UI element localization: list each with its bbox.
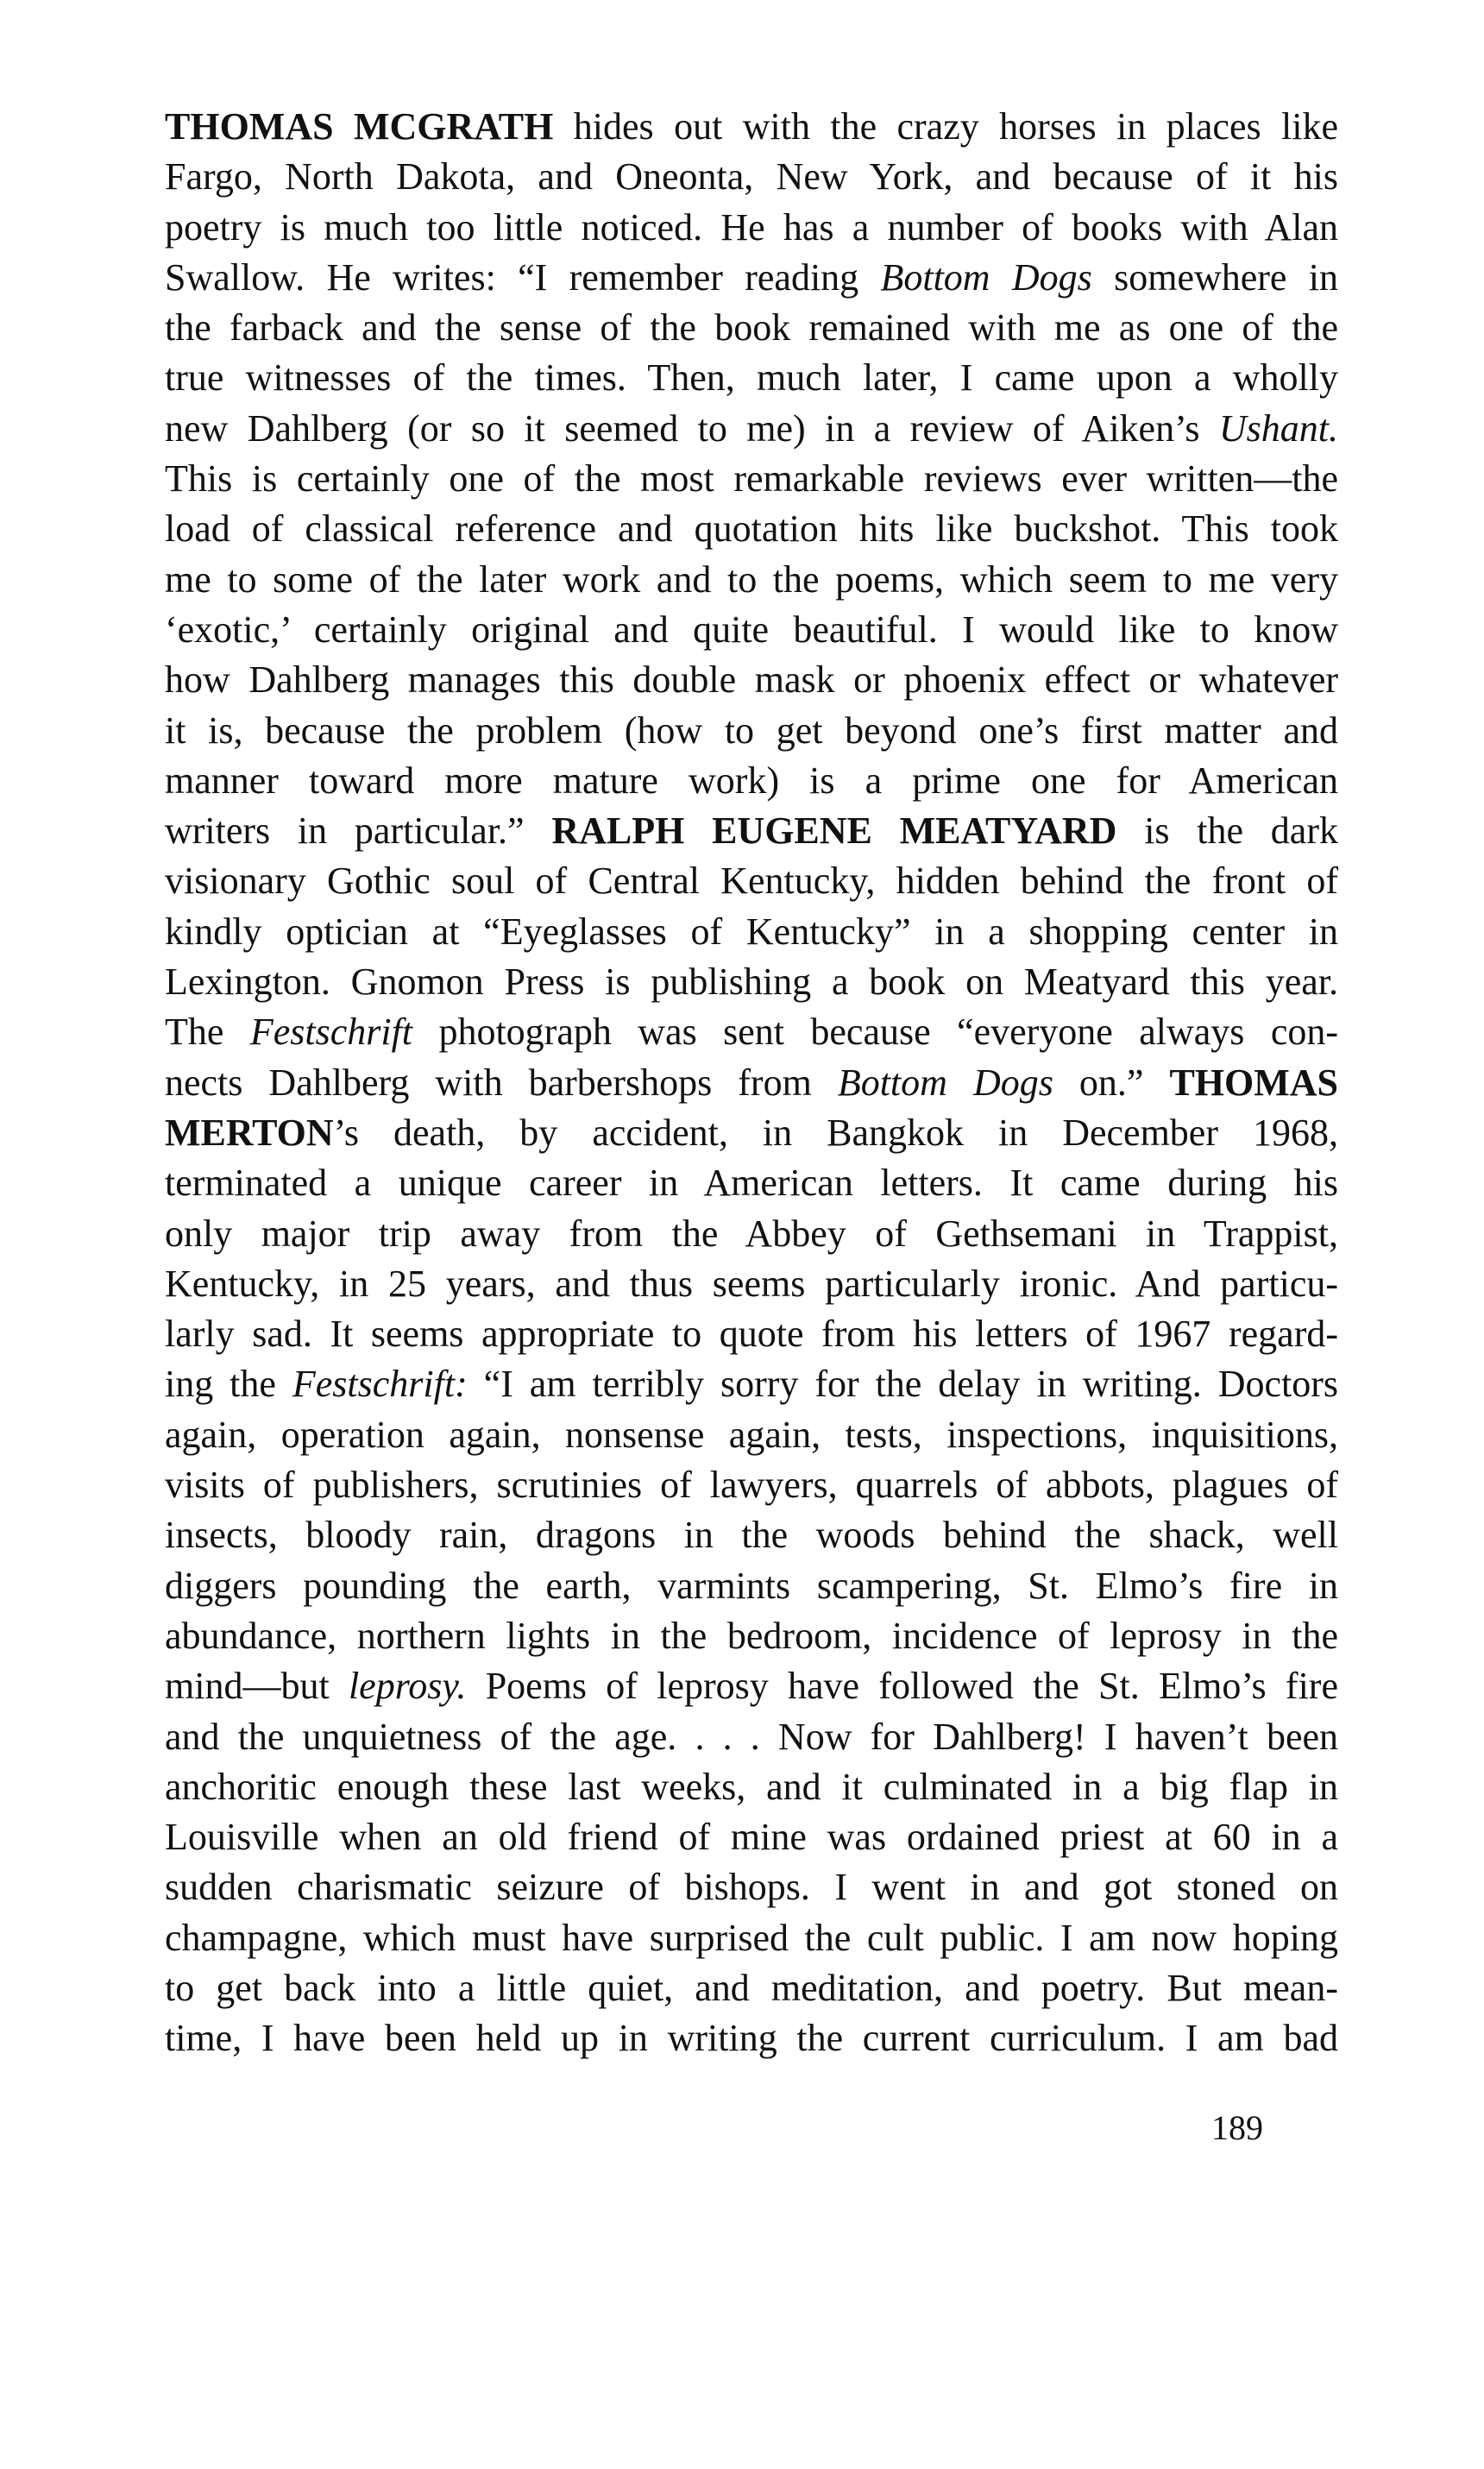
text-run: it is, because the problem (how to get beyond one’s first matter and [165, 709, 1338, 752]
text-run: somewhere in [1091, 255, 1338, 299]
italic-text: Bottom Dogs [880, 255, 1092, 299]
text-run: photograph was sent because “everyone always con- [412, 1011, 1338, 1054]
text-run: Swallow. He writes: “I remember reading [165, 255, 881, 299]
text-line [165, 2013, 1338, 2063]
text-run: is the dark [1116, 809, 1338, 853]
text-line [165, 1259, 1338, 1309]
text-line [165, 1309, 1338, 1359]
text-run: only major trip away from the Abbey of Gethsemani in Trappist, [165, 1212, 1338, 1255]
text-line [165, 1862, 1338, 1912]
text-line [165, 253, 1338, 303]
body-text [165, 102, 1338, 2064]
text-line [165, 1158, 1338, 1208]
text-run: The [165, 1011, 250, 1054]
text-line [165, 605, 1338, 655]
text-line [165, 102, 1338, 152]
text-line [165, 957, 1338, 1007]
text-run: diggers pounding the earth, varmints scampering, St. Elmo’s fire in [165, 1564, 1338, 1607]
person-name: THOMAS MCGRATH [165, 105, 554, 148]
text-line [165, 1611, 1338, 1661]
text-line [165, 1812, 1338, 1862]
text-line [165, 303, 1338, 353]
text-line [165, 152, 1338, 202]
person-name: RALPH EUGENE MEATYARD [551, 809, 1117, 853]
italic-text: Ushant. [1218, 406, 1338, 450]
text-run: time, I have been held up in writing the current curriculum. I am bad [165, 2017, 1338, 2060]
text-run: insects, bloody rain, dragons in the woods behind the shack, well [165, 1514, 1338, 1557]
text-line [165, 1209, 1338, 1259]
text-line [165, 1561, 1338, 1611]
text-line [165, 454, 1338, 504]
text-run: champagne, which must have surprised the cult public. I am now hoping [165, 1916, 1338, 1959]
text-line [165, 756, 1338, 806]
person-name: THOMAS [1169, 1061, 1339, 1104]
text-run: sudden charismatic seizure of bishops. I went in and got stoned on [165, 1866, 1338, 1909]
text-run: kindly optician at “Eyeglasses of Kentucky” in a shopping center in [165, 910, 1338, 953]
text-line [165, 1007, 1338, 1057]
page-number: 189 [1211, 2108, 1263, 2147]
text-run: visionary Gothic soul of Central Kentucky, hidden behind the front of [165, 860, 1338, 903]
text-run: nects Dahlberg with barbershops from [165, 1061, 838, 1104]
italic-text: leprosy. [348, 1665, 467, 1708]
text-run: me to some of the later work and to the poems, which seem to me very [165, 557, 1338, 601]
text-line [165, 1762, 1338, 1812]
text-line [165, 706, 1338, 756]
text-run: terminated a unique career in American letters. It came during his [165, 1162, 1338, 1205]
text-run: “I am terribly sorry for the delay in writing. Doctors [467, 1363, 1339, 1406]
text-run: Poems of leprosy have followed the St. Elmo’s fire [466, 1665, 1338, 1708]
text-run: ‘exotic,’ certainly original and quite beautiful. I would like to know [165, 608, 1338, 651]
text-run: abundance, northern lights in the bedroom, incidence of leprosy in the [165, 1614, 1338, 1657]
text-run: manner toward more mature work) is a prime one for American [165, 759, 1338, 802]
text-line [165, 856, 1338, 906]
text-run: load of classical reference and quotation hits like buckshot. This took [165, 507, 1338, 551]
text-line [165, 203, 1338, 253]
text-run: the farback and the sense of the book remained with me as one of the [165, 306, 1338, 350]
text-line [165, 1661, 1338, 1711]
italic-text: Festschrift [249, 1011, 413, 1054]
text-line [165, 1410, 1338, 1460]
text-line [165, 806, 1338, 856]
text-line [165, 1963, 1338, 2013]
person-name: MERTON [165, 1111, 334, 1154]
text-run: Kentucky, in 25 years, and thus seems particularly ironic. And particu- [165, 1262, 1338, 1305]
text-run: larly sad. It seems appropriate to quote from his letters of 1967 regard- [165, 1313, 1338, 1356]
text-line [165, 353, 1338, 403]
text-line [165, 404, 1338, 454]
text-run: writers in particular.” [165, 809, 552, 853]
text-line [165, 655, 1338, 705]
text-run: anchoritic enough these last weeks, and it culminated in a big flap in [165, 1765, 1338, 1808]
text-run: mind—but [165, 1665, 349, 1708]
text-line [165, 1460, 1338, 1510]
text-run: ’s death, by accident, in Bangkok in December 1968, [333, 1111, 1338, 1154]
text-run: to get back into a little quiet, and meditation, and poetry. But mean- [165, 1966, 1338, 2009]
italic-text: Bottom Dogs [837, 1061, 1053, 1104]
text-line [165, 907, 1338, 957]
text-run: on.” [1053, 1061, 1170, 1104]
text-run: This is certainly one of the most remarkable reviews ever written—the [165, 457, 1338, 501]
text-line [165, 504, 1338, 554]
text-run: ing the [165, 1363, 292, 1406]
text-run: visits of publishers, scrutinies of lawyers, quarrels of abbots, plagues of [165, 1464, 1338, 1507]
text-run: new Dahlberg (or so it seemed to me) in a review of Aiken’s [165, 406, 1219, 450]
text-line [165, 1510, 1338, 1560]
text-run: how Dahlberg manages this double mask or phoenix effect or whatever [165, 658, 1338, 702]
text-line [165, 1108, 1338, 1158]
text-line [165, 1913, 1338, 1963]
text-line [165, 1359, 1338, 1409]
text-line [165, 555, 1338, 605]
text-line [165, 1712, 1338, 1762]
text-run: true witnesses of the times. Then, much later, I came upon a wholly [165, 356, 1338, 400]
text-run: Fargo, North Dakota, and Oneonta, New York, and because of it his [165, 155, 1338, 198]
text-run: again, operation again, nonsense again, tests, inspections, inquisitions, [165, 1413, 1338, 1456]
text-run: Lexington. Gnomon Press is publishing a book on Meatyard this year. [165, 961, 1338, 1004]
text-run: Louisville when an old friend of mine was ordained priest at 60 in a [165, 1816, 1338, 1859]
text-run: hides out with the crazy horses in places like [553, 105, 1338, 148]
text-line [165, 1058, 1338, 1108]
text-run: poetry is much too little noticed. He has a number of books with Alan [165, 205, 1338, 249]
italic-text: Festschrift: [292, 1363, 468, 1406]
text-run: and the unquietness of the age. . . . Now for Dahlberg! I haven’t been [165, 1715, 1338, 1758]
